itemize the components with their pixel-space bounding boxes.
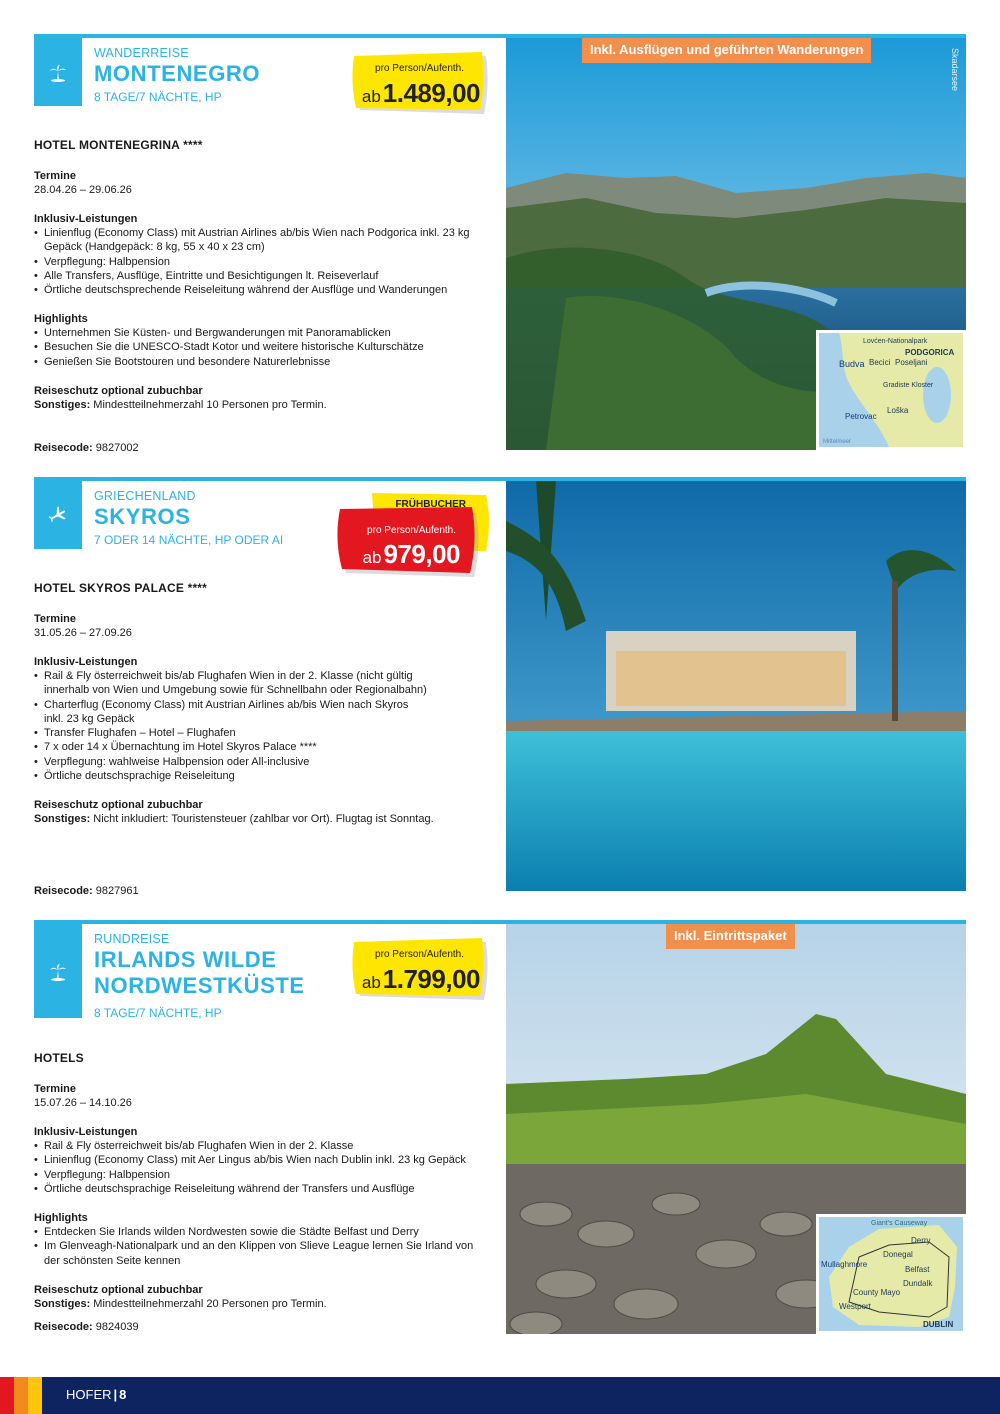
route-map-irland [816, 1214, 966, 1334]
map-label: Poseljani [895, 358, 928, 367]
hotel-name: HOTELS [34, 1051, 84, 1065]
list-item: • 7 x oder 14 x Übernachtung im Hotel Skyros Palace **** [34, 740, 459, 754]
palm-tree-icon [48, 961, 68, 981]
inklusiv-list [34, 1139, 504, 1196]
offer-title: SKYROS [94, 504, 191, 529]
price-tag [350, 938, 490, 1004]
map-label: Belfast [905, 1265, 930, 1274]
offer-details [34, 481, 506, 897]
termine-label: Termine [34, 1083, 76, 1095]
map-label: Lovćen-Nationalpark [863, 338, 928, 345]
termine-value: 15.07.26 – 14.10.26 [34, 1097, 132, 1109]
inklusiv-section [34, 212, 504, 297]
reisecode-value: 9827002 [95, 442, 139, 454]
map-label: Derry [911, 1236, 931, 1245]
footer-separator: | [113, 1387, 118, 1402]
reisecode-value: 9827961 [95, 885, 139, 897]
misc-section [34, 384, 504, 412]
category-icon-box [34, 924, 82, 1018]
reisecode-label: Reisecode: [34, 885, 93, 897]
offer-subtitle: 8 TAGE/7 NÄCHTE, HP [94, 1006, 222, 1020]
reisecode-label: Reisecode: [34, 1321, 93, 1333]
pool-photo [506, 481, 966, 891]
inklusiv-label: Inklusiv-Leistungen [34, 213, 138, 225]
map-label: County Mayo [853, 1288, 901, 1297]
offer-subtitle: 7 ODER 14 NÄCHTE, HP ODER AI [94, 533, 284, 547]
sonstiges-label: Sonstiges: [34, 1298, 91, 1310]
offer-titles [94, 932, 305, 1021]
map-label: DUBLIN [923, 1320, 954, 1329]
list-item: • Charterflug (Economy Class) mit Austrian Airlines ab/bis Wien nach Skyros inkl. 23 kg Gepäck [34, 698, 419, 727]
category-icon-box [34, 481, 82, 549]
reisecode [34, 884, 504, 898]
price-tag-fruehbucher [336, 491, 496, 581]
list-item: • Linienflug (Economy Class) mit Austrian Airlines ab/bis Wien nach Podgorica inkl. 23 kg Gepäck (Handgepäck: 8 kg, 55 x 40 x 23 cm) [34, 226, 474, 255]
photo-badge: Inkl. Ausflügen und geführten Wanderungen [582, 38, 871, 63]
list-item: • Verpflegung: wahlweise Halbpension oder All-inclusive [34, 755, 459, 769]
termine-label: Termine [34, 613, 76, 625]
list-item: • Örtliche deutschsprachige Reiseleitung [34, 769, 459, 783]
offer-titles [94, 489, 283, 548]
offer-kicker: GRIECHENLAND [94, 489, 196, 503]
list-item: • Rail & Fly österreichweit bis/ab Flughafen Wien in der 2. Klasse (nicht gültig innerhalb von Wien und Umgebung sowie für Schnellbahn oder Regionalbahn) [34, 669, 459, 698]
price-prefix: ab [361, 973, 381, 992]
offer-kicker: RUNDREISE [94, 932, 170, 946]
footer-brand-page [66, 1387, 126, 1402]
list-item: • Alle Transfers, Ausflüge, Eintritte und Besichtigungen lt. Reiseverlauf [34, 269, 474, 283]
footer-stripe-yellow [28, 1377, 42, 1414]
price-value: 1.799,00 [382, 964, 480, 994]
map-label: Westport [839, 1302, 871, 1311]
map-label: Loška [887, 406, 909, 415]
photo-hotel-pool [506, 481, 966, 891]
photo-giants-causeway [506, 924, 966, 1334]
inklusiv-section [34, 1125, 504, 1196]
page-number: 8 [119, 1387, 127, 1402]
price-prefix: ab [361, 87, 381, 106]
reiseschutz-note: Reiseschutz optional zubuchbar [34, 1284, 203, 1296]
list-item: • Linienflug (Economy Class) mit Aer Lingus ab/bis Wien nach Dublin inkl. 23 kg Gepäck [34, 1153, 504, 1167]
map-label: Gradiste Kloster [883, 382, 934, 389]
offer-skyros [34, 477, 966, 897]
reiseschutz-note: Reiseschutz optional zubuchbar [34, 799, 203, 811]
price-amount [362, 964, 480, 995]
offer-titles [94, 46, 260, 105]
list-item: • Im Glenveagh-Nationalpark und an den Klippen von Slieve League lernen Sie Irland von der schönsten Seite kennen [34, 1239, 474, 1268]
offer-kicker: WANDERREISE [94, 46, 189, 60]
list-item: • Verpflegung: Halbpension [34, 1168, 504, 1182]
price-prefix: ab [362, 548, 382, 567]
termine-label: Termine [34, 170, 76, 182]
hotel-name: HOTEL SKYROS PALACE **** [34, 581, 208, 595]
price-tag [350, 52, 490, 118]
highlights-list [34, 326, 504, 369]
list-item: • Örtliche deutschsprachige Reiseleitung während der Transfers und Ausflüge [34, 1182, 504, 1196]
photo-caption: Skadarsee [950, 48, 960, 92]
highlights-section [34, 1211, 504, 1268]
list-item: • Genießen Sie Bootstouren und besondere Naturerlebnisse [34, 355, 504, 369]
map-label: Mullaghmore [821, 1260, 868, 1269]
misc-section [34, 798, 504, 826]
reiseschutz-note: Reiseschutz optional zubuchbar [34, 385, 203, 397]
offer-montenegro [34, 34, 966, 454]
category-icon-box [34, 38, 82, 106]
termine-value: 28.04.26 – 29.06.26 [34, 184, 132, 196]
inklusiv-list [34, 669, 459, 783]
reisecode-value: 9824039 [95, 1321, 139, 1333]
route-map-montenegro [816, 330, 966, 450]
sonstiges-value: Mindestteilnehmerzahl 10 Personen pro Termin. [93, 399, 327, 411]
price-amount [362, 78, 480, 109]
termine-section [34, 1082, 504, 1110]
offer-title: MONTENEGRO [94, 61, 261, 86]
price-per-person-label: pro Person/Aufenth. [375, 63, 464, 74]
highlights-section [34, 312, 504, 369]
map-label: Mittelmeer [823, 439, 852, 445]
palm-tree-icon [48, 62, 68, 82]
map-label: Donegal [883, 1250, 913, 1259]
offer-irland [34, 920, 966, 1336]
map-label: Petrovac [845, 412, 877, 421]
map-label: PODGORICA [905, 348, 955, 357]
highlights-label: Highlights [34, 313, 88, 325]
inklusiv-label: Inklusiv-Leistungen [34, 1126, 138, 1138]
list-item: • Transfer Flughafen – Hotel – Flughafen [34, 726, 459, 740]
misc-section [34, 1283, 504, 1311]
termine-section [34, 612, 504, 640]
footer-stripe-red [0, 1377, 14, 1414]
inklusiv-label: Inklusiv-Leistungen [34, 656, 138, 668]
list-item: • Entdecken Sie Irlands wilden Nordwesten sowie die Städte Belfast und Derry [34, 1225, 474, 1239]
price-per-person-label: pro Person/Aufenth. [367, 525, 456, 536]
hotel-name: HOTEL MONTENEGRINA **** [34, 138, 203, 152]
fruehbucher-label: FRÜHBUCHER [395, 499, 466, 510]
reisecode [34, 1320, 504, 1334]
photo-badge: Inkl. Eintrittspaket [666, 924, 795, 949]
inklusiv-list [34, 226, 474, 297]
termine-value: 31.05.26 – 27.09.26 [34, 627, 132, 639]
sonstiges-label: Sonstiges: [34, 813, 91, 825]
offer-title-line-2: NORDWESTKÜSTE [94, 973, 305, 998]
price-per-person-label: pro Person/Aufenth. [375, 949, 464, 960]
termine-section [34, 169, 504, 197]
map-label: Giant's Causeway [871, 1220, 928, 1227]
inklusiv-section [34, 655, 504, 783]
airplane-icon [48, 505, 68, 525]
sonstiges-value: Nicht inkludiert: Touristensteuer (zahlbar vor Ort). Flugtag ist Sonntag. [93, 813, 434, 825]
offer-title-line-1: IRLANDS WILDE [94, 947, 277, 972]
highlights-list [34, 1225, 474, 1268]
list-item: • Unternehmen Sie Küsten- und Bergwanderungen mit Panoramablicken [34, 326, 504, 340]
sonstiges-label: Sonstiges: [34, 399, 91, 411]
list-item: • Verpflegung: Halbpension [34, 255, 474, 269]
reisecode [34, 441, 504, 455]
footer-stripe-orange [14, 1377, 28, 1414]
price-value: 979,00 [383, 539, 460, 569]
price-amount [363, 539, 460, 570]
map-label: Becici [869, 358, 891, 367]
photo-skadarsee [506, 38, 966, 450]
list-item: • Rail & Fly österreichweit bis/ab Flughafen Wien in der 2. Klasse [34, 1139, 504, 1153]
sonstiges-value: Mindestteilnehmerzahl 20 Personen pro Termin. [93, 1298, 327, 1310]
list-item: • Besuchen Sie die UNESCO-Stadt Kotor und weitere historische Kulturschätze [34, 340, 504, 354]
highlights-label: Highlights [34, 1212, 88, 1224]
map-label: Budva [839, 359, 865, 369]
list-item: • Örtliche deutschsprechende Reiseleitung während der Ausflüge und Wanderungen [34, 283, 474, 297]
map-label: Dundalk [903, 1279, 933, 1288]
page-footer [0, 1377, 1000, 1414]
offer-details [34, 38, 506, 454]
offer-details [34, 924, 506, 1336]
offer-subtitle: 8 TAGE/7 NÄCHTE, HP [94, 90, 222, 104]
footer-brand: HOFER [66, 1387, 112, 1402]
reisecode-label: Reisecode: [34, 442, 93, 454]
price-value: 1.489,00 [382, 78, 480, 108]
